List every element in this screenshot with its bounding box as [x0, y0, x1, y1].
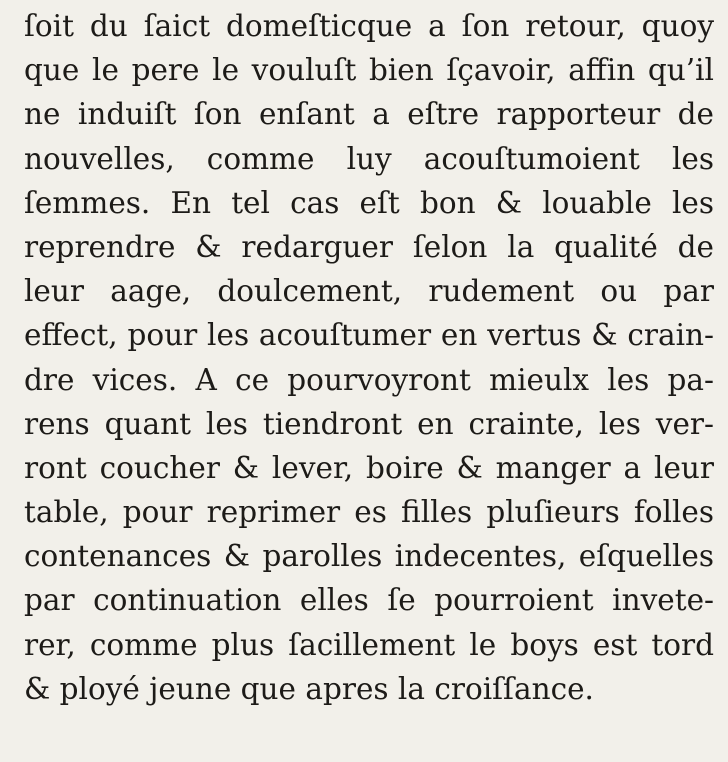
text-line-6: reprendre & redarguer ſelon la qualité de	[24, 229, 714, 264]
text-line-8: effect, pour les acouſtumer en vertus & crain-	[24, 318, 714, 353]
text-line-11: ront coucher & lever, boire & manger a leur	[24, 450, 714, 485]
text-line-7: leur aage, doulcement, rudement ou par	[24, 274, 714, 309]
text-line-4: nouvelles, comme luy acouſtumoient les	[24, 141, 714, 176]
text-line-15: rer, comme plus ſacillement le boys est tord	[24, 627, 714, 662]
text-line-1: ſoit du ſaict domeſticque a ſon retour, quoy	[24, 9, 714, 43]
body-paragraph	[24, 4, 714, 711]
text-line-2: que le pere le vouluſt bien ſçavoir, affin qu’il	[24, 53, 714, 88]
text-line-13: contenances & parolles indecentes, eſquelles	[24, 539, 714, 574]
text-line-16: & ployé jeune que apres la croiſſance.	[24, 671, 594, 706]
text-line-3: ne induiſt ſon enſant a eſtre rapporteur de	[24, 97, 714, 132]
text-line-14: par continuation elles ſe pourroient invete-	[24, 583, 714, 618]
text-line-5: ſemmes. En tel cas eſt bon & louable les	[24, 185, 714, 220]
text-line-9: dre vices. A ce pourvoyront mieulx les pa-	[24, 362, 714, 397]
text-line-12: table, pour reprimer es filles pluſieurs folles	[24, 495, 714, 530]
text-line-10: rens quant les tiendront en crainte, les ver-	[24, 406, 714, 441]
